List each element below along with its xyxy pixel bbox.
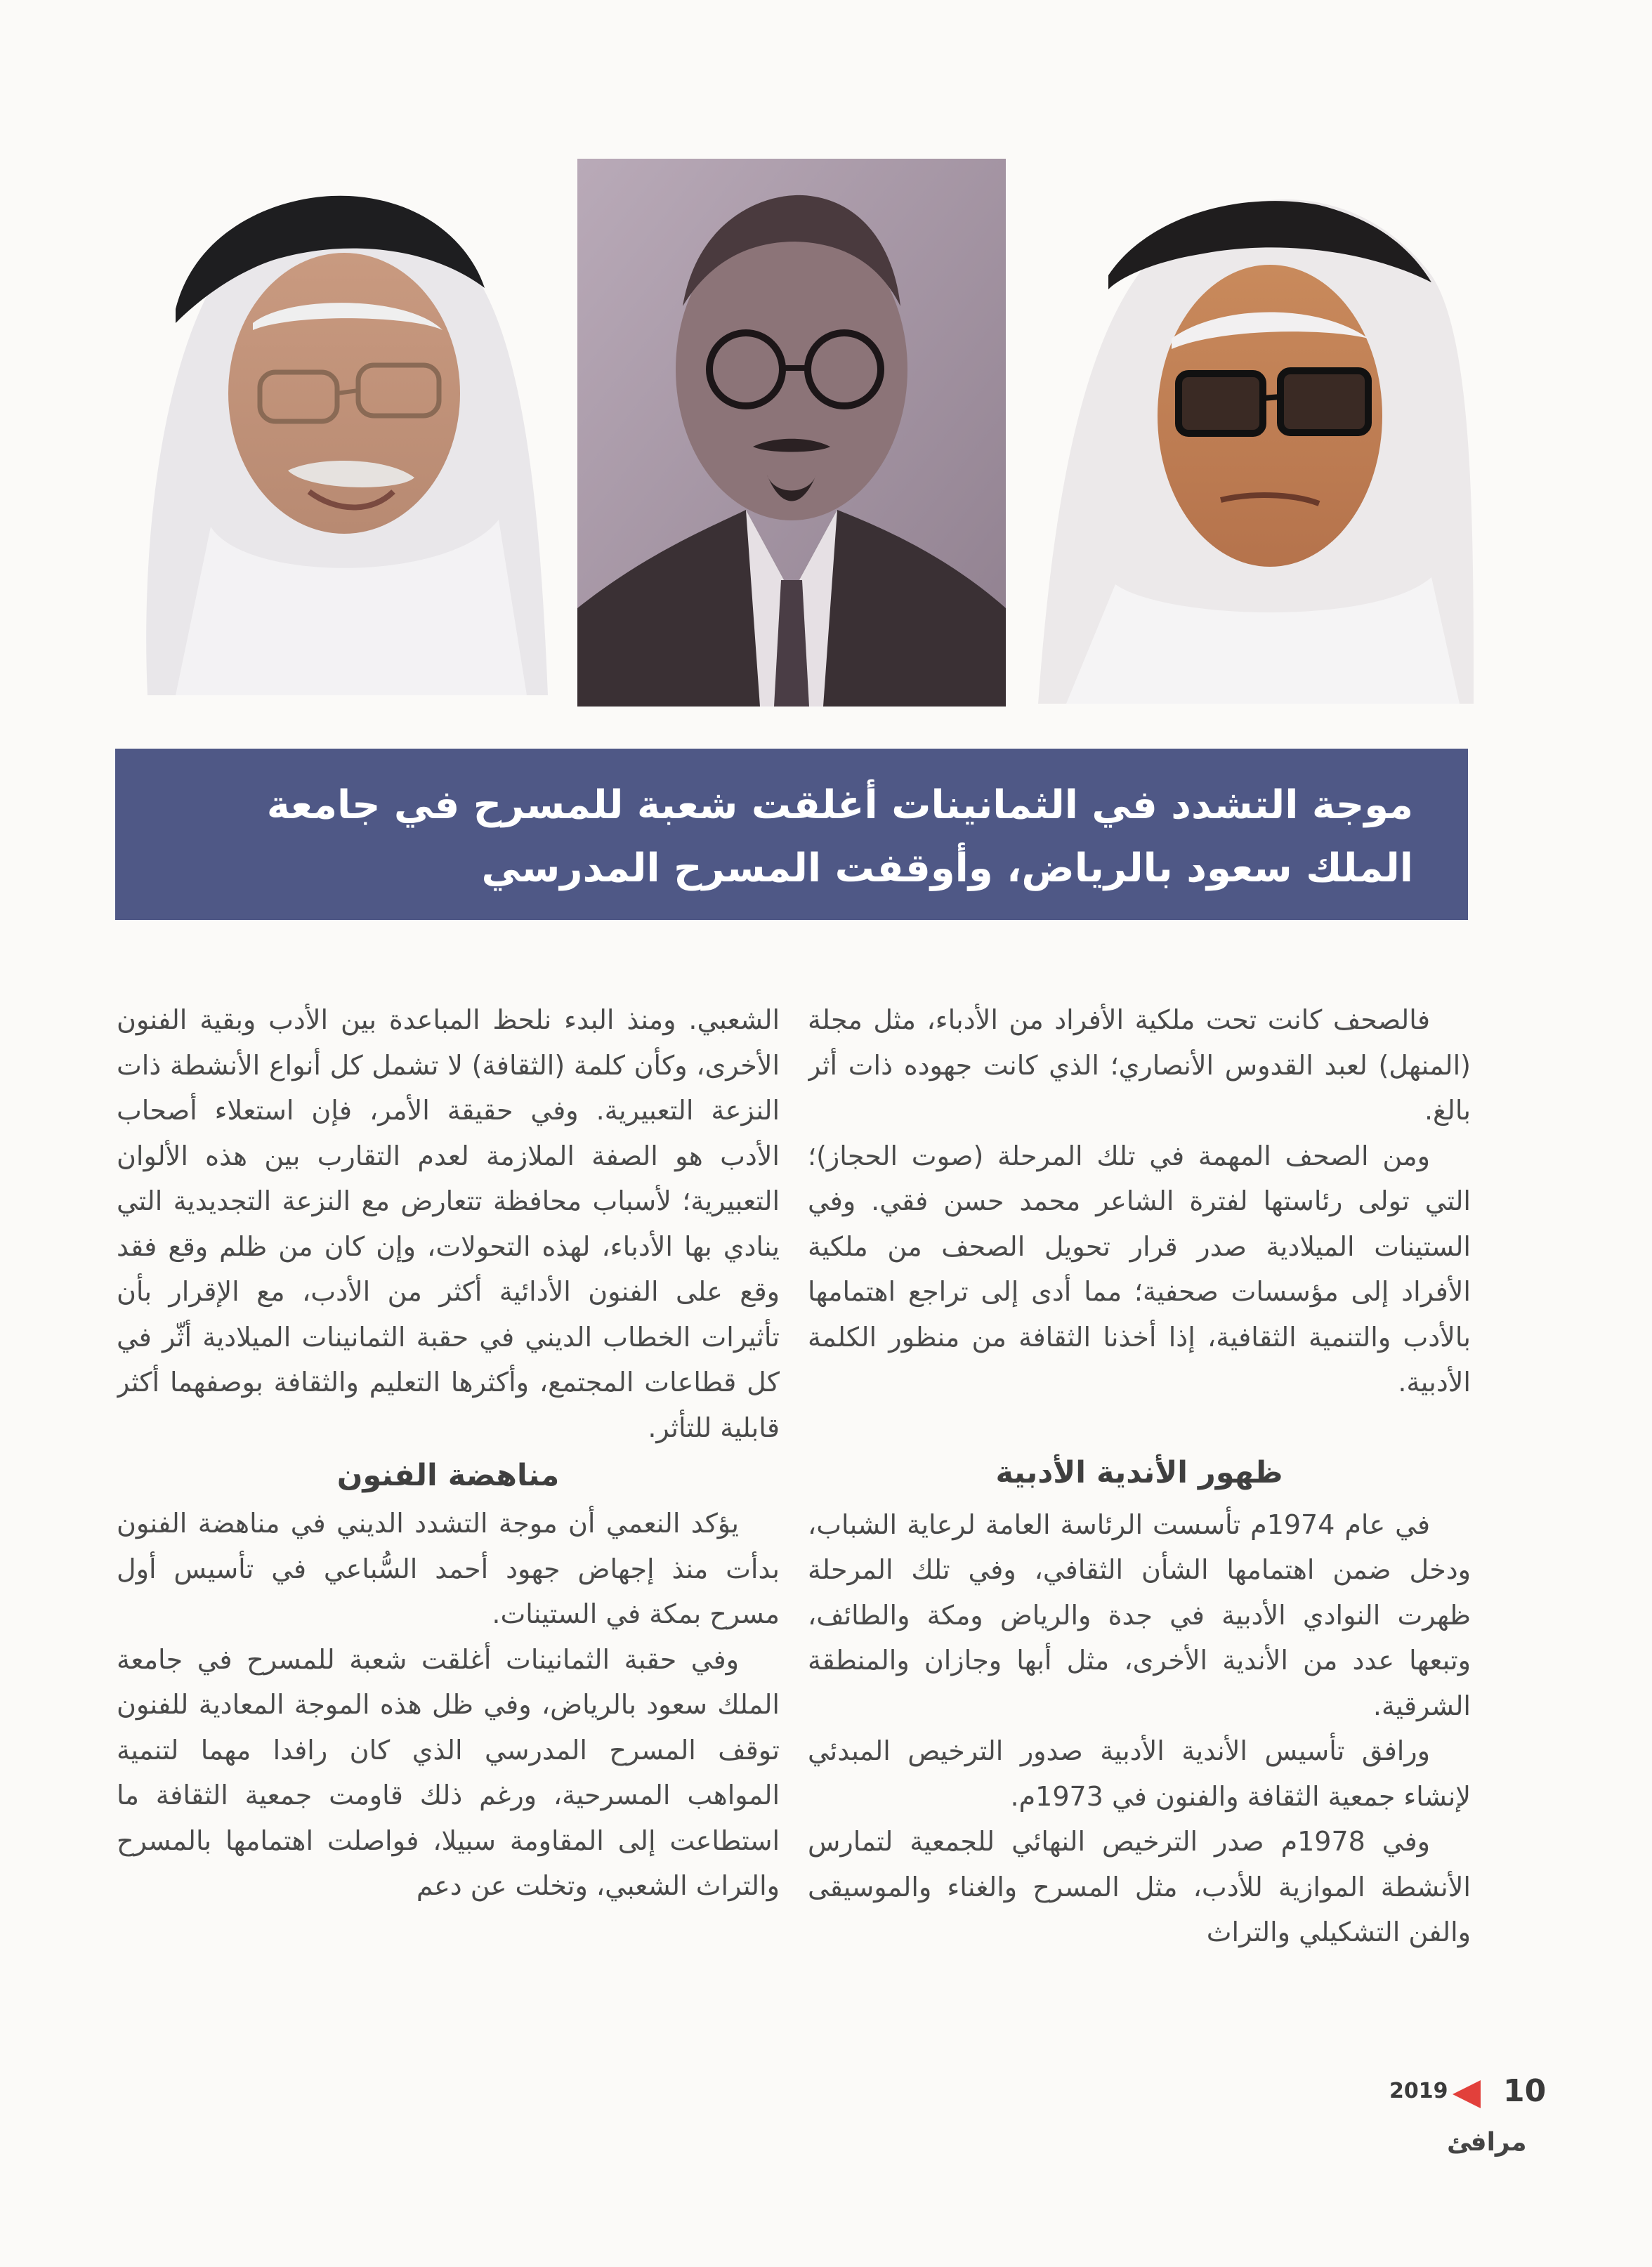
portrait-photo-center bbox=[577, 159, 1006, 707]
portrait-image-left bbox=[133, 162, 548, 695]
headline-text: موجة التشدد في الثمانينات أغلقت شعبة للمسرح في جامعة الملك سعود بالرياض، وأوقفت المسرح المدرسي bbox=[266, 782, 1413, 891]
portrait-image-right bbox=[1038, 163, 1474, 704]
paragraph: الشعبي. ومنذ البدء نلحظ المباعدة بين الأدب وبقية الفنون الأخرى، وكأن كلمة (الثقافة) لا تشمل كل أنواع الأنشطة ذات النزعة التعبيرية. وفي حقيقة الأمر، فإن استعلاء أصحاب الأدب هو الصفة الملازمة لعدم التقارب بين هذه الألوان التعبيرية؛ لأسباب محافظة تتعارض مع النزعة التجديدية التي ينادي بها الأدباء، لهذه التحولات، وإن كان من ظلم وقع فقد وقع على الفنون الأدائية أكثر من الأدب، مع الإقرار بأن تأثيرات الخطاب الديني في حقبة الثمانينات الميلادية أثّر في كل قطاعات المجتمع، وأكثرها التعليم والثقافة بوصفهما أكثر قابلية للتأثر. bbox=[117, 1004, 780, 1443]
page-number: 10 bbox=[1503, 2073, 1547, 2109]
article-column-left bbox=[117, 997, 780, 2002]
issue-year: 2019 bbox=[1389, 2079, 1448, 2103]
portrait-photo-left bbox=[133, 162, 548, 695]
paragraph: وفي حقبة الثمانينات أغلقت شعبة للمسرح في جامعة الملك سعود بالرياض، وفي ظل هذه الموجة المعادية للفنون توقف المسرح المدرسي الذي كان رافدا مهما لتنمية المواهب المسرحية، ورغم ذلك قاومت جمعية الثقافة ما استطاعت إلى المقاومة سبيلا، فواصلت اهتمامها بالمسرح والتراث الشعبي، وتخلت عن دعم bbox=[117, 1643, 780, 1901]
section-heading: ظهور الأندية الأدبية bbox=[995, 1454, 1283, 1490]
paragraph: ومن الصحف المهمة في تلك المرحلة (صوت الحجاز)؛ التي تولى رئاستها لفترة الشاعر محمد حسن فقي. وفي الستينات الميلادية صدر قرار تحويل الصحف من ملكية الأفراد إلى مؤسسات صحفية؛ مما أدى إلى تراجع اهتمامها بالأدب والتنمية الثقافية، إذا أخذنا الثقافة من منظور الكلمة الأدبية. bbox=[808, 1140, 1471, 1398]
paragraph: وفي 1978م صدر الترخيص النهائي للجمعية لتمارس الأنشطة الموازية للأدب، مثل المسرح والغناء والموسيقى والفن التشكيلي والتراث bbox=[808, 1826, 1471, 1947]
triangle-marker-icon bbox=[1453, 2080, 1481, 2108]
magazine-name: مرافئ bbox=[1447, 2128, 1527, 2157]
article-column-right bbox=[808, 997, 1471, 2002]
paragraph: في عام 1974م تأسست الرئاسة العامة لرعاية الشباب، ودخل ضمن اهتمامها الشأن الثقافي، وفي تلك المرحلة ظهرت النوادي الأدبية في جدة والرياض ومكة والطائف، وتبعها عدد من الأندية الأخرى، مثل أبها وجازان والمنطقة الشرقية. bbox=[808, 1509, 1471, 1721]
paragraph: فالصحف كانت تحت ملكية الأفراد من الأدباء، مثل مجلة (المنهل) لعبد القدوس الأنصاري؛ الذي كانت جهوده ذات أثر بالغ. bbox=[808, 1004, 1471, 1126]
portrait-photo-right bbox=[1038, 163, 1474, 704]
headline-banner bbox=[115, 749, 1468, 920]
section-heading: مناهضة الفنون bbox=[336, 1458, 560, 1493]
paragraph: يؤكد النعمي أن موجة التشدد الديني في مناهضة الفنون بدأت منذ إجهاض جهود أحمد السُّباعي في تأسيس أول مسرح بمكة في الستينات. bbox=[117, 1508, 780, 1629]
portrait-image-center bbox=[577, 159, 1006, 707]
paragraph: ورافق تأسيس الأندية الأدبية صدور الترخيص المبدئي لإنشاء جمعية الثقافة والفنون في 1973م. bbox=[808, 1735, 1471, 1812]
